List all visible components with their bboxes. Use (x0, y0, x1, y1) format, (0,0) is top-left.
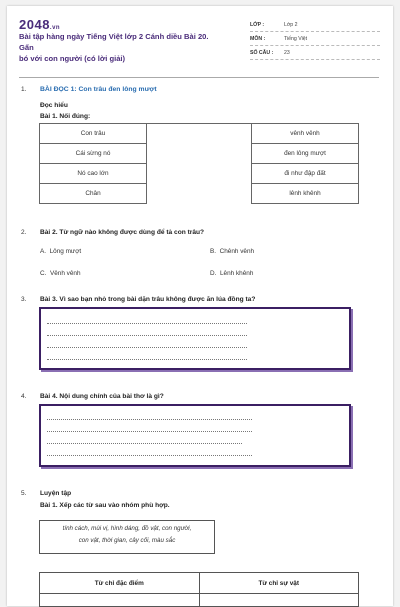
question-text: Bài 2. Từ ngữ nào không được dùng để tả con trâu? (40, 229, 205, 236)
answer-line (47, 419, 252, 420)
meta-value: 23 (284, 50, 290, 56)
answer-line (47, 443, 242, 444)
classification-table (39, 572, 359, 607)
meta-row-subject (250, 33, 380, 46)
answer-line (47, 359, 247, 360)
matching-table (39, 123, 359, 204)
meta-value: Lớp 2 (284, 22, 298, 28)
answer-cell[interactable] (199, 594, 359, 607)
site-logo[interactable] (19, 17, 60, 32)
meta-key: SỐ CÂU : (250, 50, 274, 56)
column-header-traits: Từ chỉ đặc điểm (40, 573, 200, 594)
option-c[interactable] (40, 270, 81, 277)
match-gap (147, 124, 252, 204)
option-text: Lênh khênh (219, 270, 254, 277)
column-header-things: Từ chỉ sự vật (199, 573, 359, 594)
word-bank-line-2: con vật, thời gian, cây cối, màu sắc (78, 537, 176, 544)
answer-box[interactable] (39, 404, 351, 467)
word-bank (39, 520, 215, 554)
match-right-item[interactable]: đi như đập đất (252, 164, 359, 184)
answer-line (47, 335, 247, 336)
logo-suffix: .vn (49, 25, 61, 31)
exercise-title: Bài 1. Xếp các từ sau vào nhóm phù hợp. (40, 502, 170, 509)
match-right-item[interactable]: lênh khênh (252, 184, 359, 204)
question-number: 4. (21, 393, 27, 400)
match-left-item[interactable]: Nó cao lớn (40, 164, 147, 184)
match-left-item[interactable]: Con trâu (40, 124, 147, 144)
meta-key: LỚP : (250, 22, 265, 28)
title-line-1: Bài tập hàng ngày Tiếng Việt lớp 2 Cánh diều Bài 20. Gấn (19, 32, 209, 52)
match-right-item[interactable]: vênh vênh (252, 124, 359, 144)
option-text: Chênh vênh (219, 248, 255, 255)
question-text: Bài 3. Vì sao bạn nhỏ trong bài dặn trâu không được ăn lúa đồng ta? (40, 296, 256, 303)
question-number: 1. (21, 86, 27, 93)
option-letter: A. (40, 248, 47, 255)
option-letter: C. (40, 270, 47, 277)
answer-cell[interactable] (40, 594, 200, 607)
question-number: 2. (21, 229, 27, 236)
meta-row-count (250, 47, 380, 60)
option-d[interactable] (210, 270, 253, 277)
question-number: 5. (21, 490, 27, 497)
match-left-item[interactable]: Cái sừng nó (40, 144, 147, 164)
reading-subtitle: Đọc hiểu (40, 102, 68, 109)
section-title: Luyện tập (40, 490, 72, 497)
question-number: 3. (21, 296, 27, 303)
answer-line (47, 431, 252, 432)
match-right-item[interactable]: đen lông mượt (252, 144, 359, 164)
option-letter: B. (210, 248, 217, 255)
word-bank-line-1: tính cách, mùi vị, hình dáng, đồ vật, con người, (62, 525, 192, 532)
question-text: Bài 4. Nội dung chính của bài thơ là gì? (40, 393, 164, 400)
meta-value: Tiếng Việt (284, 36, 308, 42)
answer-box[interactable] (39, 307, 351, 370)
option-b[interactable] (210, 248, 254, 255)
reading-title: BÀI ĐỌC 1: Con trâu đen lông mượt (40, 86, 157, 93)
meta-key: MÔN : (250, 36, 266, 42)
logo-text: 2048 (19, 17, 50, 32)
option-letter: D. (210, 270, 217, 277)
option-text: Vênh vênh (49, 270, 81, 277)
match-left-item[interactable]: Chân (40, 184, 147, 204)
exercise-title: Bài 1. Nối đúng: (40, 113, 91, 120)
meta-row-class (250, 19, 380, 32)
answer-line (47, 347, 247, 348)
worksheet-page (7, 6, 393, 606)
option-a[interactable] (40, 248, 81, 255)
option-text: Lông mượt (49, 248, 82, 255)
document-title (19, 31, 219, 64)
header-divider (19, 77, 379, 78)
answer-line (47, 323, 247, 324)
answer-line (47, 455, 252, 456)
title-line-2: bó với con người (có lời giải) (19, 54, 126, 63)
